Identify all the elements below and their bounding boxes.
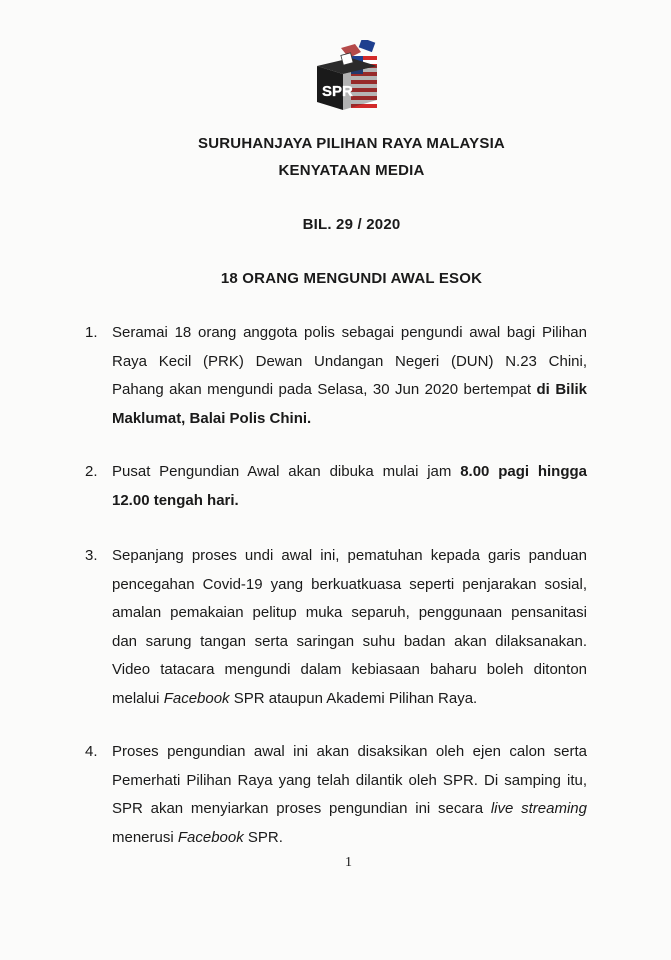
list-item-text	[112, 738, 587, 852]
press-title: 18 ORANG MENGUNDI AWAL ESOK	[220, 270, 483, 287]
text-line: Video tatacara mengundi dalam kebiasaan baharu boleh ditonton	[112, 661, 587, 678]
list-item-text	[112, 319, 587, 433]
text-line: Maklumat, Balai Polis Chini.	[112, 409, 312, 427]
list-item-number: 1.	[85, 324, 98, 341]
list-item-number: 3.	[85, 547, 98, 564]
text-line: menerusi Facebook SPR.	[112, 828, 283, 846]
list-item-text	[112, 458, 587, 515]
text-line: Raya Kecil (PRK) Dewan Undangan Negeri (DUN) N.23 Chini,	[112, 352, 587, 370]
bulletin-number: BIL. 29 / 2020	[302, 216, 401, 233]
list-item-number: 2.	[85, 463, 98, 480]
logo-text: SPR	[322, 83, 353, 100]
text-line: SPR akan menyiarkan proses pengundian ini secara live streaming	[112, 800, 587, 817]
page-number: 1	[345, 855, 352, 870]
text-line: pencegahan Covid-19 yang berkuatkuasa seperti penjarakan sosial,	[112, 575, 587, 593]
text-line: melalui Facebook SPR ataupun Akademi Pilihan Raya.	[112, 689, 478, 707]
text-line: Pusat Pengundian Awal akan dibuka mulai jam 8.00 pagi hingga	[112, 463, 587, 480]
text-line: Seramai 18 orang anggota polis sebagai pengundi awal bagi Pilihan	[112, 324, 587, 341]
text-line: Pahang akan mengundi pada Selasa, 30 Jun 2020 bertempat di Bilik	[112, 381, 587, 398]
list-item-text	[112, 542, 587, 713]
text-line: amalan pemakaian pelitup muka separuh, penggunaan pensanitasi	[112, 604, 587, 621]
text-line: Sepanjang proses undi awal ini, pematuhan kepada garis panduan	[112, 547, 587, 564]
spr-logo	[311, 40, 385, 114]
text-line: 12.00 tengah hari.	[112, 491, 239, 509]
text-line: Pemerhati Pilihan Raya yang telah dilantik oleh SPR. Di samping itu,	[112, 771, 587, 789]
list-item	[87, 319, 587, 433]
org-name: SURUHANJAYA PILIHAN RAYA MALAYSIA	[198, 135, 505, 152]
list-item	[87, 458, 587, 515]
doc-type: KENYATAAN MEDIA	[278, 162, 425, 179]
list-item	[87, 738, 587, 852]
text-line: dan sarung tangan serta saringan suhu badan akan dilaksanakan.	[112, 632, 587, 650]
list-item	[87, 542, 587, 713]
list-item-number: 4.	[85, 743, 98, 760]
text-line: Proses pengundian awal ini akan disaksikan oleh ejen calon serta	[112, 743, 587, 760]
